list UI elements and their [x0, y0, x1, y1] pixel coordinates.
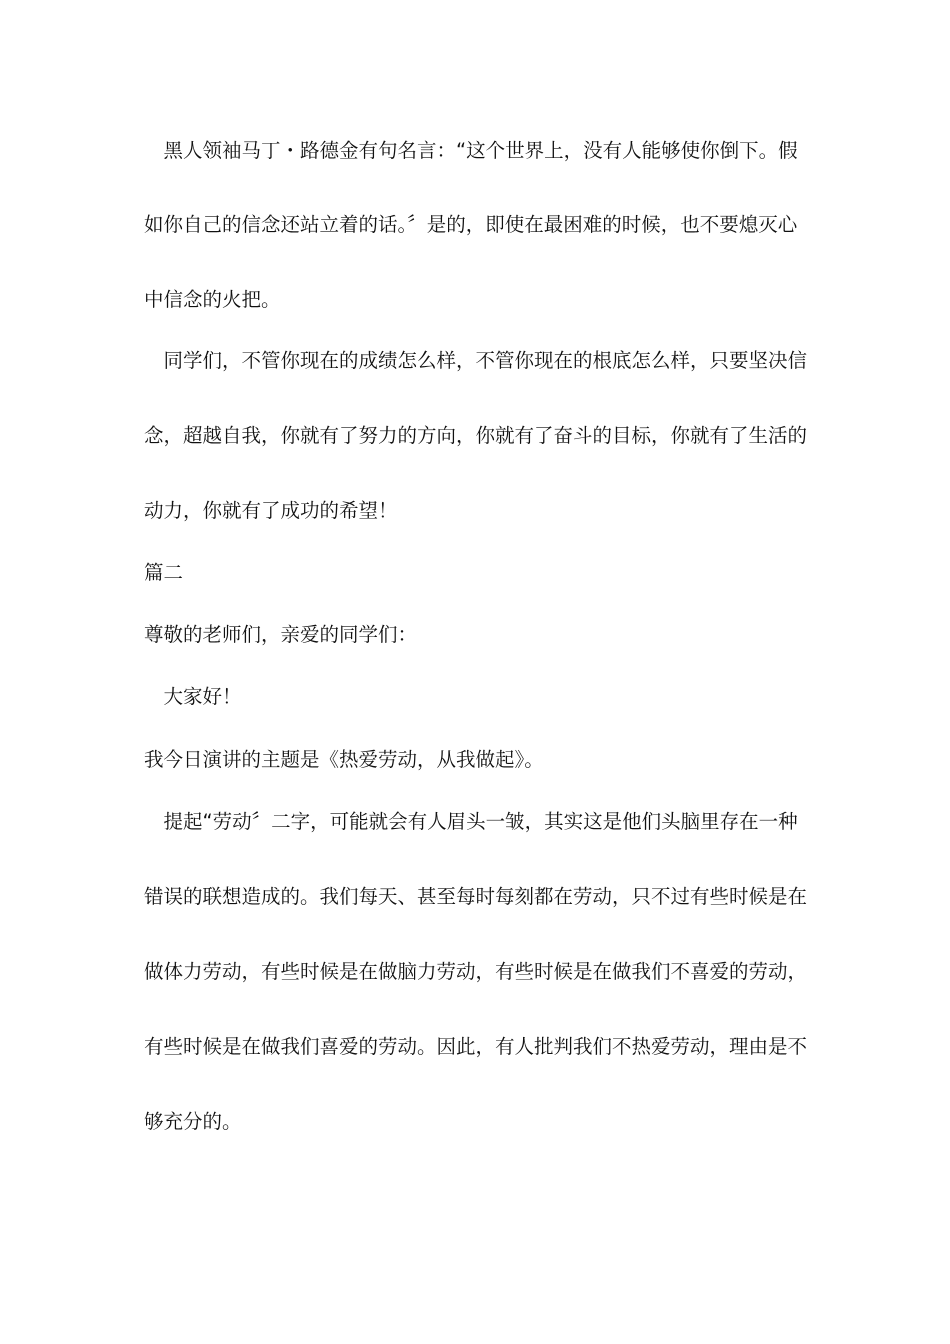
section-heading: 篇二 [144, 561, 184, 584]
paragraph-3-line-2: 错误的联想造成的。我们每天、甚至每时每刻都在劳动，只不过有些时候是在 [144, 885, 808, 908]
paragraph-1-line-1: 黑人领袖马丁・路德金有句名言：“这个世界上，没有人能够使你倒下。假 [144, 139, 798, 162]
paragraph-2-line-3: 动力，你就有了成功的希望！ [144, 499, 398, 522]
paragraph-3-line-4: 有些时候是在做我们喜爱的劳动。因此，有人批判我们不热爱劳动，理由是不 [144, 1035, 808, 1058]
paragraph-1-line-3: 中信念的火把。 [144, 288, 281, 311]
topic-line: 我今日演讲的主题是《热爱劳动，从我做起》。 [144, 748, 544, 771]
paragraph-3-line-3: 做体力劳动，有些时候是在做脑力劳动，有些时候是在做我们不喜爱的劳动， [144, 960, 808, 983]
paragraph-1-line-2: 如你自己的信念还站立着的话。〞是的，即使在最困难的时候，也不要熄灭心 [144, 213, 798, 236]
salutation: 尊敬的老师们，亲爱的同学们： [144, 623, 418, 646]
paragraph-2-line-1: 同学们，不管你现在的成绩怎么样，不管你现在的根底怎么样，只要坚决信 [144, 349, 808, 372]
paragraph-3-line-5: 够充分的。 [144, 1110, 242, 1133]
greeting: 大家好！ [144, 685, 242, 708]
paragraph-3-line-1: 提起“劳动〞二字，可能就会有人眉头一皱，其实这是他们头脑里存在一种 [144, 810, 798, 833]
paragraph-2-line-2: 念，超越自我，你就有了努力的方向，你就有了奋斗的目标，你就有了生活的 [144, 424, 808, 447]
